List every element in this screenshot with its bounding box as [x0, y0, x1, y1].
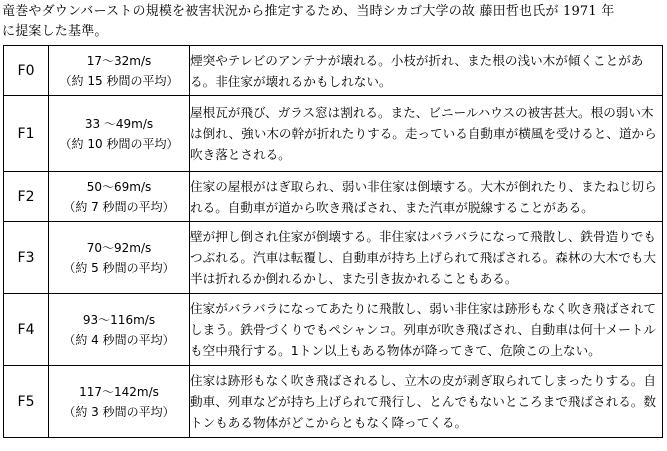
table-row: [4, 172, 663, 222]
damage-description: 煙突やテレビのアンテナが壊れる。小枝が折れ、また根の浅い木が傾くことがある。非住家が壊れるかもしれない。: [190, 46, 663, 96]
speed-average: （約 15 秒間の平均）: [59, 73, 179, 88]
speed-cell: [49, 46, 190, 96]
table-row: [4, 222, 663, 294]
speed-average: （約 7 秒間の平均）: [63, 199, 175, 214]
speed-average: （約 4 秒間の平均）: [63, 332, 175, 347]
grade-cell: F4: [4, 294, 49, 366]
speed-range: 117～142m/s: [79, 384, 159, 399]
intro-line-2: に提案した基準。: [2, 24, 108, 39]
damage-description: 住家の屋根がはぎ取られ、弱い非住家は倒壊する。大木が倒れたり、またねじ切られる。自動車が道から吹き飛ばされ、また汽車が脱線することがある。: [190, 172, 663, 222]
damage-description: 屋根瓦が飛び、ガラス窓は割れる。また、ビニールハウスの被害甚大。根の弱い木は倒れ、強い木の幹が折れたりする。走っている自動車が横風を受けると、道から吹き落とされる。: [190, 96, 663, 172]
speed-cell: [49, 366, 190, 438]
intro-text: [2, 2, 664, 42]
speed-range: 70～92m/s: [86, 240, 152, 255]
speed-range: 17～32m/s: [86, 53, 152, 68]
speed-average: （約 5 秒間の平均）: [63, 260, 175, 275]
grade-cell: F1: [4, 96, 49, 172]
speed-cell: [49, 294, 190, 366]
speed-range: 93～116m/s: [82, 312, 156, 327]
table-row: [4, 96, 663, 172]
damage-description: 住家は跡形もなく吹き飛ばされるし、立木の皮が剥ぎ取られてしまったりする。自動車、列車などが持ち上げられて飛行し、とんでもないところまで飛ばされる。数トンもある物体がどこからともなく降ってくる。: [190, 366, 663, 438]
speed-range: 50～69m/s: [86, 179, 152, 194]
speed-cell: [49, 172, 190, 222]
grade-cell: F3: [4, 222, 49, 294]
grade-cell: F0: [4, 46, 49, 96]
damage-description: 壁が押し倒され住家が倒壊する。非住家はバラバラになって飛散し、鉄骨造りでもつぶれる。汽車は転覆し、自動車が持ち上げられて飛ばされる。森林の大木でも大半は折れるか倒れるかし、また引き抜かれることもある。: [190, 222, 663, 294]
table-row: [4, 294, 663, 366]
fujita-scale-table: [3, 45, 663, 438]
table-row: [4, 366, 663, 438]
speed-cell: [49, 222, 190, 294]
speed-cell: [49, 96, 190, 172]
speed-range: 33 ～49m/s: [84, 116, 154, 131]
speed-average: （約 10 秒間の平均）: [59, 136, 179, 151]
grade-cell: F2: [4, 172, 49, 222]
intro-line-1: 竜巻やダウンバーストの規模を被害状況から推定するため、当時シカゴ大学の故 藤田哲也氏が 1971 年: [2, 4, 615, 19]
speed-average: （約 3 秒間の平均）: [63, 404, 175, 419]
grade-cell: F5: [4, 366, 49, 438]
table-row: [4, 46, 663, 96]
damage-description: 住家がバラバラになってあたりに飛散し、弱い非住家は跡形もなく吹き飛ばされてしまう。鉄骨づくりでもペシャンコ。列車が吹き飛ばされ、自動車は何十メートルも空中飛行する。1トン以上もある物体が降ってきて、危険この上ない。: [190, 294, 663, 366]
